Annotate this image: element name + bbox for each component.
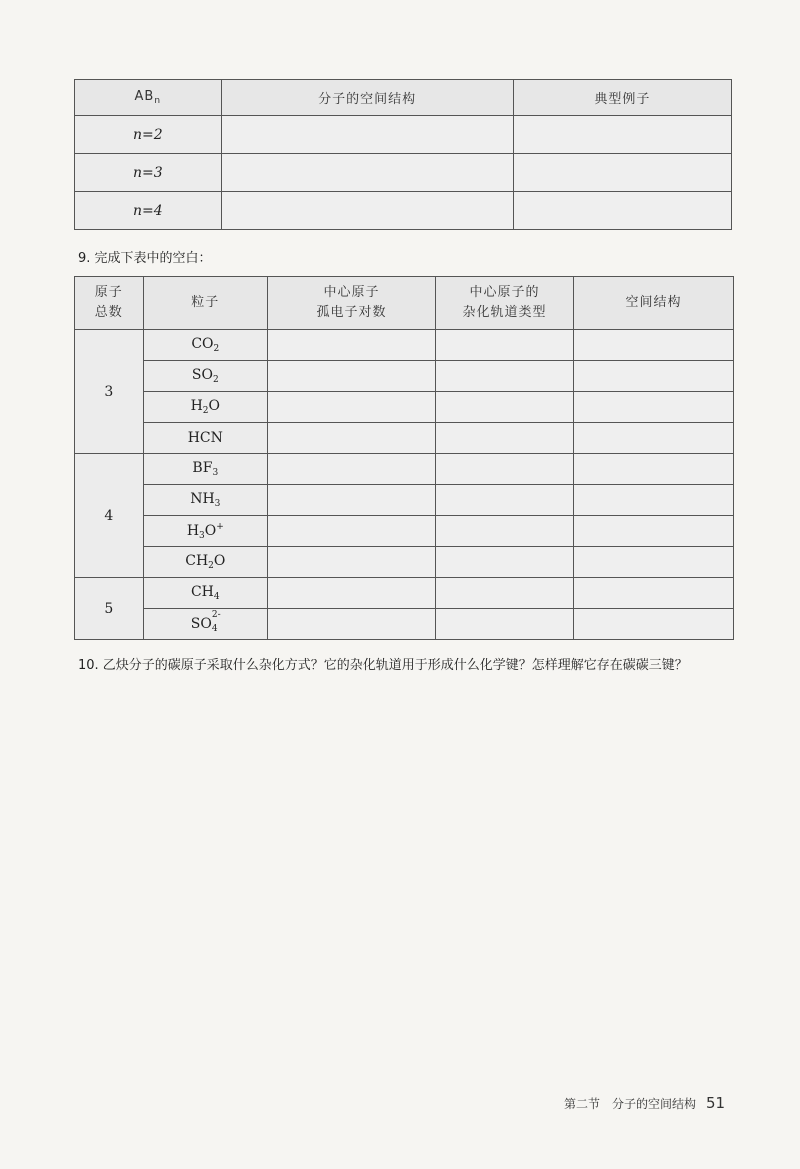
header-abn [75,80,222,116]
blank-cell[interactable] [435,330,573,361]
table-row [75,454,734,485]
blank-cell[interactable] [221,116,513,154]
table-row [75,547,734,578]
blank-cell[interactable] [574,392,734,423]
blank-cell[interactable] [221,192,513,230]
particle-ch4: $CH_4$ [143,578,267,609]
blank-cell[interactable] [268,609,436,640]
blank-cell[interactable] [513,192,731,230]
blank-cell[interactable] [574,609,734,640]
particle-nh3: $NH_3$ [143,485,267,516]
group-total-5: 5 [75,578,144,640]
blank-cell[interactable] [268,361,436,392]
particle-co2: $CO_2$ [143,330,267,361]
particle-hcn: HCN [143,423,267,454]
table-header-row [75,80,732,116]
hybridization-table [74,276,734,640]
page-number: 51 [706,1094,726,1112]
header-total-atoms: 原子 总数 [75,277,144,330]
table-row [75,192,732,230]
table-row [75,361,734,392]
blank-cell[interactable] [513,116,731,154]
blank-cell[interactable] [435,578,573,609]
blank-cell[interactable] [513,154,731,192]
blank-cell[interactable] [435,423,573,454]
particle-so2: $SO_2$ [143,361,267,392]
blank-cell[interactable] [574,454,734,485]
question-10-text: 10. 乙炔分子的碳原子采取什么杂化方式？它的杂化轨道用于形成什么化学键？怎样理解它存在碳碳三键？ [78,658,688,673]
footer-section-title: 第二节 分子的空间结构 [564,1097,697,1111]
blank-cell[interactable] [268,423,436,454]
table-row [75,392,734,423]
table-row [75,609,734,640]
blank-cell[interactable] [574,330,734,361]
table-row [75,485,734,516]
header-particle: 粒子 [143,277,267,330]
blank-cell[interactable] [435,361,573,392]
blank-cell[interactable] [435,547,573,578]
particle-h2o: $H_2O$ [143,392,267,423]
blank-cell[interactable] [574,485,734,516]
row-label-n2: n=2 [75,116,222,154]
table-header-row [75,277,734,330]
particle-h3o-plus: $H_3O^+$ [143,516,267,547]
blank-cell[interactable] [574,578,734,609]
blank-cell[interactable] [574,423,734,454]
blank-cell[interactable] [268,485,436,516]
table-row [75,516,734,547]
blank-cell[interactable] [574,547,734,578]
blank-cell[interactable] [268,578,436,609]
particle-so4-2minus: SO 2- 4 [143,609,267,640]
blank-cell[interactable] [435,392,573,423]
blank-cell[interactable] [268,392,436,423]
blank-cell[interactable] [221,154,513,192]
blank-cell[interactable] [574,361,734,392]
header-typical-example: 典型例子 [513,80,731,116]
header-hybrid-type: 中心原子的 杂化轨道类型 [435,277,573,330]
abn-structure-table [74,79,732,230]
table-row [75,154,732,192]
header-abn-base: AB [134,89,155,104]
header-lone-pairs: 中心原子 孤电子对数 [268,277,436,330]
blank-cell[interactable] [435,485,573,516]
blank-cell[interactable] [268,547,436,578]
blank-cell[interactable] [268,516,436,547]
particle-ch2o: $CH_2O$ [143,547,267,578]
table-row [75,578,734,609]
group-total-3: 3 [75,330,144,454]
blank-cell[interactable] [435,454,573,485]
group-total-4: 4 [75,454,144,578]
header-abn-subscript: n [154,96,162,106]
blank-cell[interactable] [268,454,436,485]
blank-cell[interactable] [268,330,436,361]
page-footer [564,1094,725,1112]
table-row [75,116,732,154]
question-9-text: 9. 完成下表中的空白： [78,251,212,266]
header-spatial-structure: 空间结构 [574,277,734,330]
row-label-n4: n=4 [75,192,222,230]
table-row [75,330,734,361]
row-label-n3: n=3 [75,154,222,192]
blank-cell[interactable] [574,516,734,547]
particle-bf3: $BF_3$ [143,454,267,485]
blank-cell[interactable] [435,609,573,640]
header-spatial-structure: 分子的空间结构 [221,80,513,116]
blank-cell[interactable] [435,516,573,547]
table-row [75,423,734,454]
